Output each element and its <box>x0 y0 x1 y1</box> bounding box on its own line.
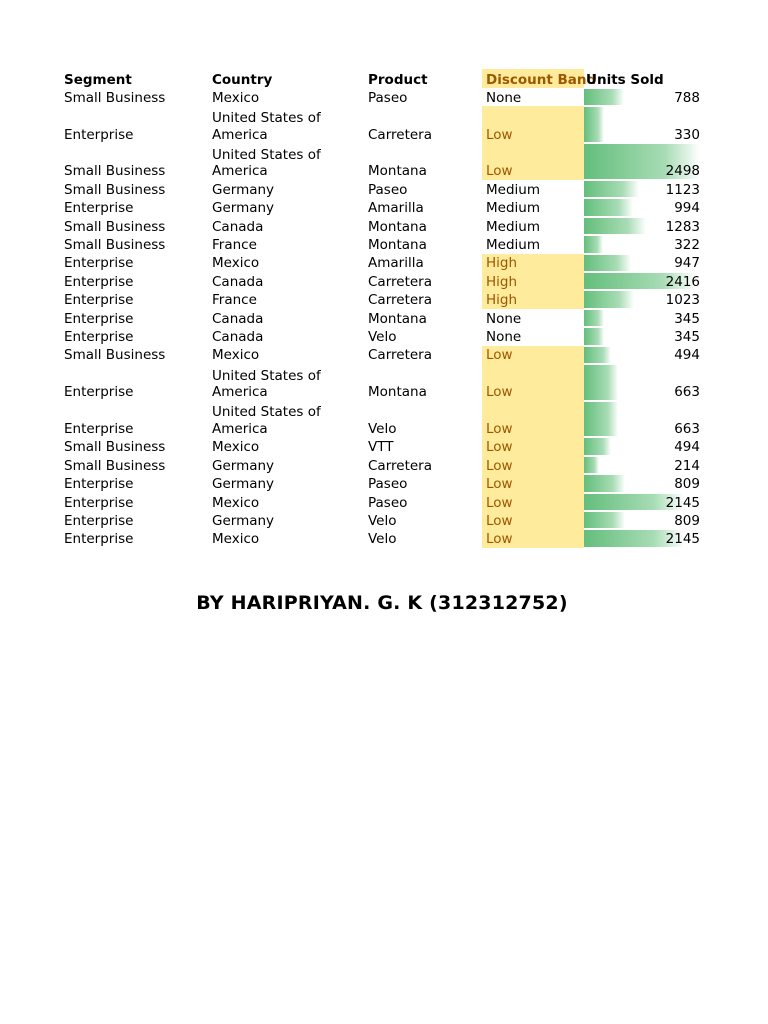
units-sold-value: 2498 <box>665 163 700 180</box>
discount-band-cell: Low <box>482 401 584 438</box>
product-cell: Paseo <box>368 476 408 493</box>
units-data-bar <box>584 255 631 271</box>
sales-table-region <box>60 69 702 548</box>
units-sold-value: 663 <box>674 384 700 401</box>
discount-band-cell: None <box>486 329 522 345</box>
units-sold-cell <box>584 474 702 492</box>
product-header: Product <box>368 71 428 88</box>
units-data-bar <box>584 107 604 142</box>
units-sold-value: 809 <box>674 476 700 493</box>
units-sold-value: 345 <box>674 329 700 345</box>
segment-cell: Small Business <box>64 218 166 235</box>
units-sold-value: 345 <box>674 310 700 327</box>
units-sold-cell <box>584 529 702 547</box>
table-row <box>60 474 702 492</box>
table-row <box>60 235 702 253</box>
country-cell: Germany <box>212 200 275 217</box>
discount-band-cell: None <box>486 310 522 327</box>
product-cell: Velo <box>368 531 397 548</box>
units-data-bar <box>584 438 611 454</box>
discount-band-cell: Low <box>482 474 584 492</box>
table-row <box>60 217 702 235</box>
product-cell: Paseo <box>368 181 408 198</box>
units-data-bar <box>584 181 639 197</box>
segment-cell: Enterprise <box>64 531 134 548</box>
units-sold-cell <box>584 198 702 216</box>
discount-band-cell: Low <box>482 456 584 474</box>
table-row <box>60 401 702 438</box>
discount-band-cell: Medium <box>486 181 540 198</box>
units-sold-value: 2145 <box>665 531 700 548</box>
units-sold-cell <box>584 290 702 308</box>
units-sold-cell <box>584 346 702 364</box>
product-cell: Carretera <box>368 292 432 309</box>
product-cell: Carretera <box>368 273 432 290</box>
country-cell: United States of America <box>212 146 321 180</box>
units-sold-cell <box>584 456 702 474</box>
table-row <box>60 272 702 290</box>
units-data-bar <box>584 218 646 234</box>
country-cell: Germany <box>212 181 275 198</box>
table-row <box>60 529 702 547</box>
country-cell: Mexico <box>212 531 260 548</box>
units-sold-cell <box>584 106 702 143</box>
units-sold-value: 322 <box>674 237 700 254</box>
country-cell: Canada <box>212 329 264 345</box>
product-cell: VTT <box>368 439 394 456</box>
table-row <box>60 346 702 364</box>
country-cell: United States of America <box>212 110 321 143</box>
units-sold-cell <box>584 364 702 401</box>
units-sold-cell <box>584 327 702 345</box>
units-sold-value: 494 <box>674 439 700 456</box>
units-sold-value: 809 <box>674 512 700 529</box>
discount-band-cell: Medium <box>486 218 540 235</box>
discount-band-cell: Low <box>482 493 584 511</box>
table-row <box>60 198 702 216</box>
segment-cell: Small Business <box>64 237 166 254</box>
units-sold-cell <box>584 511 702 529</box>
discount-band-header: Discount Band <box>482 69 584 88</box>
table-row <box>60 309 702 327</box>
segment-cell: Small Business <box>64 89 166 106</box>
segment-cell: Enterprise <box>64 476 134 493</box>
product-cell: Velo <box>368 420 397 437</box>
segment-cell: Small Business <box>64 163 166 180</box>
segment-cell: Enterprise <box>64 273 134 290</box>
segment-cell: Enterprise <box>64 384 134 401</box>
units-data-bar <box>584 310 604 326</box>
country-cell: Germany <box>212 512 275 529</box>
country-cell: Mexico <box>212 89 260 106</box>
units-data-bar <box>584 236 603 252</box>
product-cell: Montana <box>368 384 427 401</box>
units-data-bar <box>584 347 611 363</box>
discount-band-cell: Low <box>482 529 584 547</box>
product-cell: Carretera <box>368 347 432 364</box>
discount-band-cell: High <box>482 290 584 308</box>
table-row <box>60 364 702 401</box>
units-sold-value: 947 <box>674 255 700 272</box>
table-row <box>60 106 702 143</box>
segment-cell: Small Business <box>64 181 166 198</box>
segment-cell: Small Business <box>64 347 166 364</box>
units-sold-cell <box>584 88 702 106</box>
product-cell: Amarilla <box>368 200 424 217</box>
product-cell: Montana <box>368 310 427 327</box>
country-cell: Germany <box>212 476 275 493</box>
units-data-bar <box>584 199 633 215</box>
country-cell: United States of America <box>212 367 321 401</box>
units-sold-cell <box>584 180 702 198</box>
table-body <box>60 88 702 548</box>
units-sold-value: 788 <box>674 89 700 106</box>
country-cell: Mexico <box>212 347 260 364</box>
units-sold-value: 494 <box>674 347 700 364</box>
units-sold-cell <box>584 254 702 272</box>
discount-band-cell: Low <box>482 437 584 455</box>
discount-band-cell: Low <box>482 364 584 401</box>
discount-band-cell: Low <box>482 143 584 180</box>
table-row <box>60 437 702 455</box>
product-cell: Carretera <box>368 126 432 143</box>
units-data-bar <box>584 291 634 307</box>
segment-cell: Enterprise <box>64 292 134 309</box>
country-cell: Mexico <box>212 255 260 272</box>
table-row <box>60 254 702 272</box>
units-sold-cell <box>584 437 702 455</box>
units-sold-value: 214 <box>674 457 700 474</box>
author-line: BY HARIPRIYAN. G. K (312312752) <box>196 592 568 614</box>
discount-band-cell: Low <box>482 346 584 364</box>
segment-cell: Enterprise <box>64 512 134 529</box>
units-data-bar <box>584 475 625 491</box>
units-sold-value: 2416 <box>665 273 700 290</box>
units-sold-cell <box>584 493 702 511</box>
discount-band-cell: Medium <box>486 200 540 217</box>
product-cell: Velo <box>368 329 397 345</box>
product-cell: Paseo <box>368 89 408 106</box>
segment-cell: Enterprise <box>64 329 134 345</box>
country-cell: United States of America <box>212 404 321 437</box>
product-cell: Montana <box>368 218 427 235</box>
units-sold-cell <box>584 217 702 235</box>
units-data-bar <box>584 365 618 400</box>
country-cell: Canada <box>212 273 264 290</box>
units-data-bar <box>584 328 604 344</box>
discount-band-cell: Low <box>482 106 584 143</box>
country-cell: France <box>212 292 257 309</box>
units-sold-value: 330 <box>674 126 700 143</box>
units-sold-cell <box>584 143 702 180</box>
units-sold-header: Units Sold <box>586 71 664 88</box>
product-cell: Montana <box>368 237 427 254</box>
table-row <box>60 88 702 106</box>
table-row <box>60 180 702 198</box>
product-cell: Montana <box>368 163 427 180</box>
units-sold-cell <box>584 309 702 327</box>
units-data-bar <box>584 89 624 105</box>
units-sold-cell <box>584 401 702 438</box>
table-row <box>60 143 702 180</box>
country-cell: Mexico <box>212 494 260 511</box>
discount-band-cell: High <box>482 272 584 290</box>
discount-band-cell: Low <box>482 511 584 529</box>
discount-band-cell: None <box>486 89 522 106</box>
units-sold-value: 1123 <box>665 181 700 198</box>
segment-cell: Enterprise <box>64 494 134 511</box>
table-row <box>60 327 702 345</box>
country-cell: France <box>212 237 257 254</box>
product-cell: Velo <box>368 512 397 529</box>
sales-table <box>60 69 702 548</box>
table-row <box>60 456 702 474</box>
units-sold-cell <box>584 272 702 290</box>
table-row <box>60 290 702 308</box>
segment-cell: Small Business <box>64 457 166 474</box>
segment-cell: Enterprise <box>64 310 134 327</box>
discount-band-cell: Medium <box>486 237 540 254</box>
segment-header: Segment <box>64 71 132 88</box>
segment-cell: Small Business <box>64 439 166 456</box>
units-sold-value: 2145 <box>665 494 700 511</box>
table-row <box>60 511 702 529</box>
country-header: Country <box>212 71 273 88</box>
table-row <box>60 493 702 511</box>
country-cell: Canada <box>212 218 264 235</box>
units-sold-value: 1283 <box>665 218 700 235</box>
units-sold-value: 663 <box>674 420 700 437</box>
discount-band-cell: High <box>482 254 584 272</box>
segment-cell: Enterprise <box>64 126 134 143</box>
units-data-bar <box>584 402 618 437</box>
segment-cell: Enterprise <box>64 255 134 272</box>
header-row <box>60 69 702 88</box>
units-sold-cell <box>584 235 702 253</box>
segment-cell: Enterprise <box>64 420 134 437</box>
product-cell: Amarilla <box>368 255 424 272</box>
units-data-bar <box>584 512 625 528</box>
product-cell: Carretera <box>368 457 432 474</box>
country-cell: Germany <box>212 457 275 474</box>
units-sold-value: 994 <box>674 200 700 217</box>
country-cell: Mexico <box>212 439 260 456</box>
country-cell: Canada <box>212 310 264 327</box>
product-cell: Paseo <box>368 494 408 511</box>
units-data-bar <box>584 457 599 473</box>
units-sold-value: 1023 <box>665 292 700 309</box>
segment-cell: Enterprise <box>64 200 134 217</box>
